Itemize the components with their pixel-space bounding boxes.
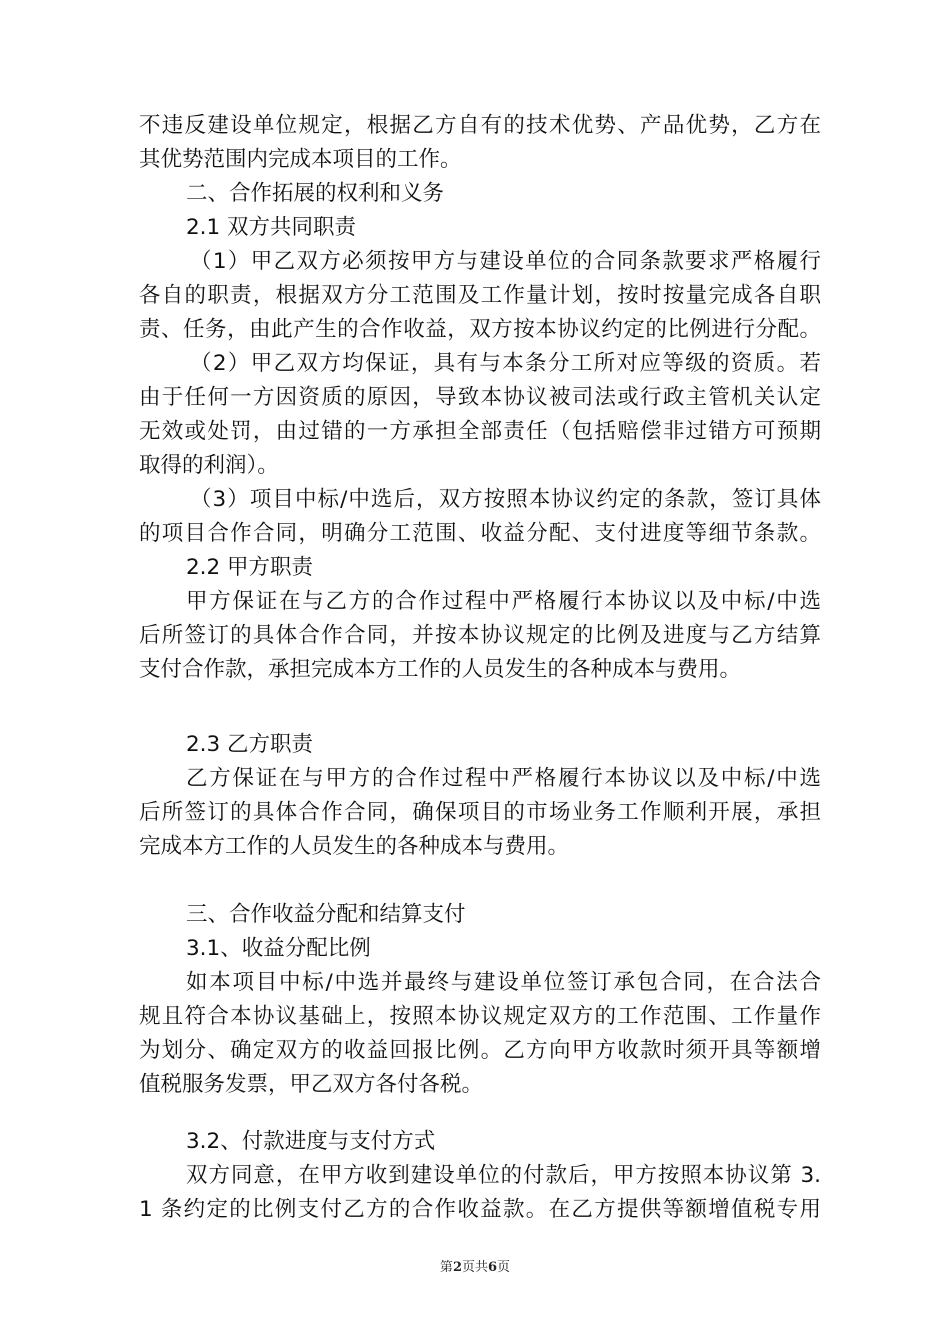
body-line-5: （1）甲乙双方必须按甲方与建设单位的合同条款要求严格履行: [190, 249, 821, 274]
subsection-heading-2-3: 2.3 乙方职责: [186, 732, 314, 757]
body-line-12: （3）项目中标/中选后，双方按照本协议约定的条款，签订具体: [190, 487, 821, 512]
body-line-8: （2）甲乙双方均保证，具有与本条分工所对应等级的资质。若: [190, 351, 821, 376]
body-line-27: 值税服务发票，甲乙双方各付各税。: [139, 1072, 484, 1097]
subsection-heading-2-1: 2.1 双方共同职责: [186, 215, 357, 240]
body-line-24: 如本项目中标/中选并最终与建设单位签订承包合同，在合法合: [186, 970, 821, 995]
body-line-26: 为划分、确定双方的收益回报比例。乙方向甲方收款时须开具等额增: [139, 1038, 821, 1063]
body-line-13: 的项目合作合同，明确分工范围、收益分配、支付进度等细节条款。: [139, 521, 821, 546]
body-line-19: 乙方保证在与甲方的合作过程中严格履行本协议以及中标/中选: [186, 766, 821, 791]
subsection-heading-3-2: 3.2、付款进度与支付方式: [186, 1129, 436, 1154]
body-line-29: 双方同意，在甲方收到建设单位的付款后，甲方按照本协议第 3.: [186, 1163, 821, 1188]
body-line-20: 后所签订的具体合作合同，确保项目的市场业务工作顺利开展，承担: [139, 800, 821, 825]
subsection-heading-3-1: 3.1、收益分配比例: [186, 936, 371, 961]
body-line-15: 甲方保证在与乙方的合作过程中严格履行本协议以及中标/中选: [186, 589, 821, 614]
footer-current-page: 2: [452, 1260, 462, 1275]
body-line-2: 其优势范围内完成本项目的工作。: [139, 147, 462, 172]
body-line-25: 规且符合本协议基础上，按照本协议规定双方的工作范围、工作量作: [139, 1004, 821, 1029]
footer-suffix: 页: [497, 1260, 511, 1275]
subsection-heading-2-2: 2.2 甲方职责: [186, 555, 314, 580]
footer-prefix: 第: [439, 1260, 453, 1275]
footer-total-pages: 6: [488, 1260, 498, 1275]
section-heading-3: 三、合作收益分配和结算支付: [186, 902, 466, 927]
body-line-9: 由于任何一方因资质的原因，导致本协议被司法或行政主管机关认定: [139, 385, 821, 410]
body-line-11: 取得的利润）。: [139, 453, 279, 478]
section-heading-2: 二、合作拓展的权利和义务: [186, 181, 445, 206]
body-line-17: 支付合作款，承担完成本方工作的人员发生的各种成本与费用。: [139, 657, 742, 682]
body-line-16: 后所签订的具体合作合同，并按本协议规定的比例及进度与乙方结算: [139, 623, 821, 648]
body-line-30: 1 条约定的比例支付乙方的合作收益款。在乙方提供等额增值税专用: [139, 1197, 821, 1222]
body-line-21: 完成本方工作的人员发生的各种成本与费用。: [139, 834, 570, 859]
body-line-10: 无效或处罚，由过错的一方承担全部责任（包括赔偿非过错方可预期: [139, 419, 821, 444]
footer-middle: 页共: [461, 1260, 488, 1275]
page-footer: [0, 1256, 950, 1275]
body-line-1: 不违反建设单位规定，根据乙方自有的技术优势、产品优势，乙方在: [139, 113, 821, 138]
body-line-7: 责、任务，由此产生的合作收益，双方按本协议约定的比例进行分配。: [139, 317, 821, 342]
body-line-6: 各自的职责，根据双方分工范围及工作量计划，按时按量完成各自职: [139, 283, 821, 308]
